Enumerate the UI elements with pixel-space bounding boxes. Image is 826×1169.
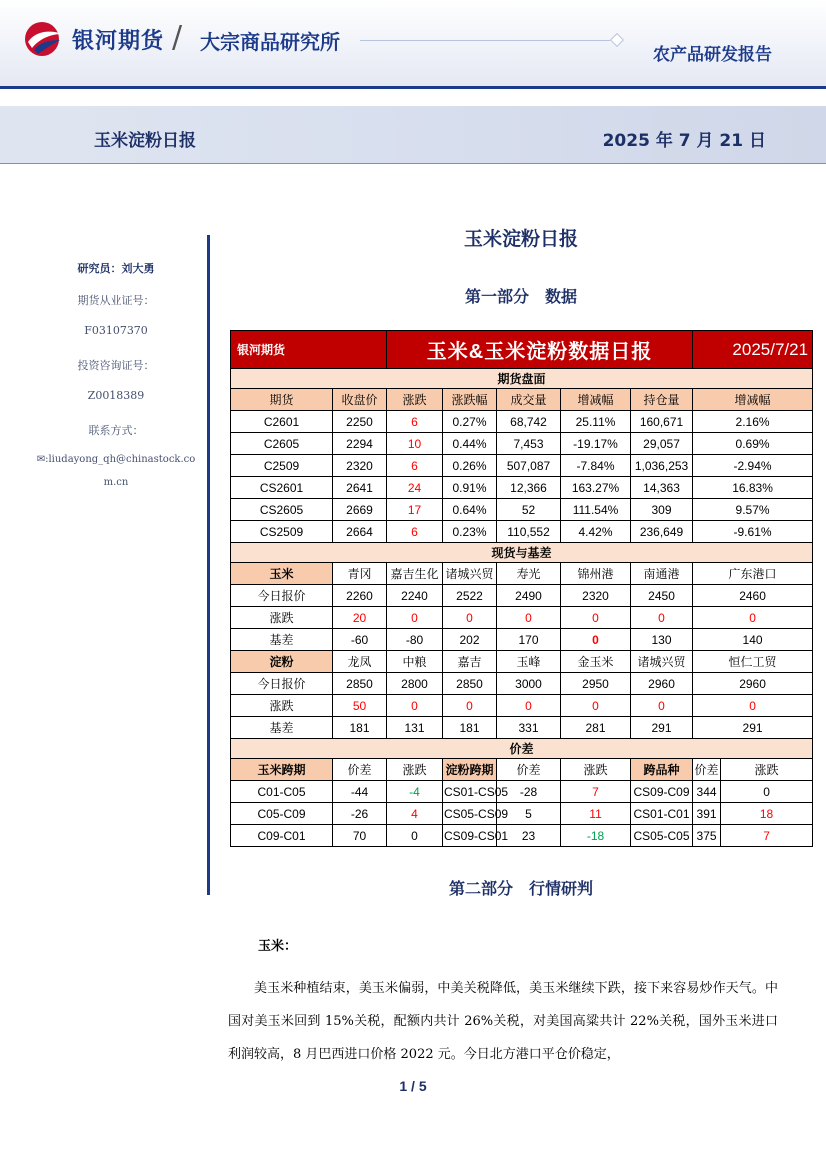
table-cell: 50 [333, 695, 387, 717]
table-cell: 236,649 [631, 521, 693, 543]
table-cell: 163.27% [561, 477, 631, 499]
column-header: 涨跌幅 [443, 389, 497, 411]
table-cell: 3000 [497, 673, 561, 695]
table-cell: 6 [387, 411, 443, 433]
table-cell: 0 [443, 607, 497, 629]
spot-section: 现货与基差 [231, 543, 813, 563]
table-cell: 0.91% [443, 477, 497, 499]
table-cell: 2260 [333, 585, 387, 607]
table-cell: -60 [333, 629, 387, 651]
row-label: 今日报价 [231, 585, 333, 607]
table-cell: 291 [631, 717, 693, 739]
table-cell: 110,552 [497, 521, 561, 543]
category-label: 淀粉 [231, 651, 333, 673]
table-cell: C05-C09 [231, 803, 333, 825]
band-title: 玉米淀粉日报 [94, 131, 196, 151]
table-cell: 0 [631, 695, 693, 717]
table-cell: 0 [497, 607, 561, 629]
column-header: 增减幅 [561, 389, 631, 411]
part1-title: 第一部分 数据 [464, 287, 577, 306]
table-cell: 2960 [631, 673, 693, 695]
table-cell: CS2601 [231, 477, 333, 499]
corn-heading: 玉米： [258, 939, 298, 954]
table-cell: CS05-C05 [631, 825, 693, 847]
table-cell: 17 [387, 499, 443, 521]
table-row [231, 673, 813, 695]
table-cell: 281 [561, 717, 631, 739]
table-title: 玉米&玉米淀粉数据日报 [387, 331, 693, 369]
header-deco-line [360, 40, 610, 41]
column-header: 诸城兴贸 [631, 651, 693, 673]
column-header: 玉米跨期 [231, 759, 333, 781]
table-cell: 0.64% [443, 499, 497, 521]
table-cell: 2.16% [693, 411, 813, 433]
table-cell: 2641 [333, 477, 387, 499]
table-cell: -44 [333, 781, 387, 803]
table-cell: 0 [561, 629, 631, 651]
table-cell: 375 [693, 825, 721, 847]
table-cell: 4 [387, 803, 443, 825]
table-cell: 2250 [333, 411, 387, 433]
table-cell: 140 [693, 629, 813, 651]
table-cell: 0 [497, 695, 561, 717]
brand-name: 银河期货 [72, 29, 165, 54]
column-header: 南通港 [631, 563, 693, 585]
table-cell: 2850 [443, 673, 497, 695]
table-cell: 2950 [561, 673, 631, 695]
table-cell: -28 [497, 781, 561, 803]
table-cell: 2664 [333, 521, 387, 543]
column-header: 持仓量 [631, 389, 693, 411]
table-row [231, 717, 813, 739]
table-cell: 6 [387, 521, 443, 543]
table-row [231, 695, 813, 717]
table-cell: 6 [387, 455, 443, 477]
consult-label: 投资咨询证号： [77, 359, 155, 372]
column-header: 嘉吉生化 [387, 563, 443, 585]
table-cell: 70 [333, 825, 387, 847]
page-number: 1 / 5 [399, 1078, 427, 1094]
table-row [231, 803, 813, 825]
table-cell: 1,036,253 [631, 455, 693, 477]
header-divider-slash: / [172, 20, 183, 55]
table-cell: C09-C01 [231, 825, 333, 847]
column-header: 价差 [497, 759, 561, 781]
table-cell: 2320 [333, 455, 387, 477]
table-cell: 24 [387, 477, 443, 499]
table-cell: -4 [387, 781, 443, 803]
column-header: 收盘价 [333, 389, 387, 411]
email-line-1[interactable]: ✉:liudayong_qh@chinastock.co [36, 454, 196, 465]
column-header: 龙凤 [333, 651, 387, 673]
table-cell: -26 [333, 803, 387, 825]
table-cell: 0 [387, 825, 443, 847]
row-label: 基差 [231, 629, 333, 651]
table-cell: 2450 [631, 585, 693, 607]
table-cell: 0 [387, 607, 443, 629]
contact-label: 联系方式： [88, 424, 144, 437]
table-cell: CS2509 [231, 521, 333, 543]
spot-header-row [231, 651, 813, 673]
table-cell: CS09-CS01 [443, 825, 497, 847]
column-header: 涨跌 [387, 389, 443, 411]
column-header: 玉峰 [497, 651, 561, 673]
table-cell: 7,453 [497, 433, 561, 455]
table-row [231, 499, 813, 521]
row-label: 基差 [231, 717, 333, 739]
table-cell: 111.54% [561, 499, 631, 521]
column-header: 涨跌 [387, 759, 443, 781]
table-cell: 2460 [693, 585, 813, 607]
table-cell: 2522 [443, 585, 497, 607]
table-cell: CS05-CS09 [443, 803, 497, 825]
table-cell: 0 [693, 695, 813, 717]
row-label: 涨跌 [231, 607, 333, 629]
table-cell: CS01-CS05 [443, 781, 497, 803]
table-cell: 2850 [333, 673, 387, 695]
table-cell: 2669 [333, 499, 387, 521]
category-label: 玉米 [231, 563, 333, 585]
table-cell: 0.44% [443, 433, 497, 455]
table-cell: 12,366 [497, 477, 561, 499]
table-cell: 0.69% [693, 433, 813, 455]
header-rule [0, 86, 826, 89]
table-cell: C2509 [231, 455, 333, 477]
table-cell: 0 [443, 695, 497, 717]
table-cell: 181 [443, 717, 497, 739]
license-number: F03107370 [84, 324, 148, 337]
table-cell: 2240 [387, 585, 443, 607]
table-cell: 18 [721, 803, 813, 825]
column-header: 中粮 [387, 651, 443, 673]
table-cell: 507,087 [497, 455, 561, 477]
table-cell: CS01-C01 [631, 803, 693, 825]
table-cell: 160,671 [631, 411, 693, 433]
table-row [231, 411, 813, 433]
column-header: 价差 [693, 759, 721, 781]
spread-header-row [231, 759, 813, 781]
table-cell: 14,363 [631, 477, 693, 499]
futures-section: 期货盘面 [231, 369, 813, 389]
table-cell: 0.27% [443, 411, 497, 433]
row-label: 今日报价 [231, 673, 333, 695]
table-cell: 7 [561, 781, 631, 803]
table-row [231, 455, 813, 477]
sidebar-divider [207, 235, 210, 895]
table-cell: 0 [721, 781, 813, 803]
table-cell: 0 [693, 607, 813, 629]
spread-section: 价差 [231, 739, 813, 759]
table-cell: 344 [693, 781, 721, 803]
report-date: 2025 年 7 月 21 日 [602, 131, 766, 151]
table-cell: -2.94% [693, 455, 813, 477]
table-cell: -7.84% [561, 455, 631, 477]
column-header: 锦州港 [561, 563, 631, 585]
table-logo: 银河期货 [231, 331, 387, 369]
column-header: 恒仁工贸 [693, 651, 813, 673]
table-cell: 0 [561, 695, 631, 717]
column-header: 成交量 [497, 389, 561, 411]
table-cell: C01-C05 [231, 781, 333, 803]
table-cell: 130 [631, 629, 693, 651]
researcher-name: 研究员：刘大勇 [77, 262, 155, 275]
data-table [230, 330, 813, 847]
table-cell: -80 [387, 629, 443, 651]
table-cell: 181 [333, 717, 387, 739]
license-label: 期货从业证号： [77, 294, 155, 307]
column-header: 广东港口 [693, 563, 813, 585]
table-cell: 7 [721, 825, 813, 847]
table-row [231, 781, 813, 803]
table-cell: 11 [561, 803, 631, 825]
table-row [231, 521, 813, 543]
table-cell: -19.17% [561, 433, 631, 455]
table-cell: 0 [561, 607, 631, 629]
table-cell: 25.11% [561, 411, 631, 433]
table-cell: 29,057 [631, 433, 693, 455]
table-cell: 20 [333, 607, 387, 629]
column-header: 青冈 [333, 563, 387, 585]
table-cell: 2320 [561, 585, 631, 607]
institute-name: 大宗商品研究所 [200, 30, 340, 54]
table-date: 2025/7/21 [693, 331, 813, 369]
table-cell: C2605 [231, 433, 333, 455]
column-header: 寿光 [497, 563, 561, 585]
column-header: 涨跌 [721, 759, 813, 781]
column-header: 价差 [333, 759, 387, 781]
table-row [231, 585, 813, 607]
report-type: 农产品研发报告 [653, 45, 772, 65]
column-header: 涨跌 [561, 759, 631, 781]
column-header: 诸城兴贸 [443, 563, 497, 585]
table-cell: 0.23% [443, 521, 497, 543]
table-cell: 9.57% [693, 499, 813, 521]
table-cell: 0 [631, 607, 693, 629]
table-cell: -18 [561, 825, 631, 847]
table-cell: 2800 [387, 673, 443, 695]
spot-header-row [231, 563, 813, 585]
table-cell: 10 [387, 433, 443, 455]
table-cell: 23 [497, 825, 561, 847]
table-cell: 2490 [497, 585, 561, 607]
table-cell: 0 [387, 695, 443, 717]
table-cell: 2960 [693, 673, 813, 695]
table-cell: 391 [693, 803, 721, 825]
band-rule [0, 163, 826, 164]
table-cell: 202 [443, 629, 497, 651]
consult-number: Z0018389 [87, 389, 145, 402]
futures-header-row [231, 389, 813, 411]
table-cell: 4.42% [561, 521, 631, 543]
table-cell: 309 [631, 499, 693, 521]
table-row [231, 477, 813, 499]
table-row [231, 607, 813, 629]
corn-analysis-text: 美玉米种植结束，美玉米偏弱，中美关税降低，美玉米继续下跌，接下来容易炒作天气。中国对美玉米回到 15%关税，配额内共计 26%关税，对美国高粱共计 22%关税，国外玉米进口利润较高，8 月巴西进口价格 2022 元。今日北方港口平仓价稳定， [228, 981, 778, 1062]
table-cell: 52 [497, 499, 561, 521]
table-row [231, 629, 813, 651]
column-header: 淀粉跨期 [443, 759, 497, 781]
table-row [231, 433, 813, 455]
table-cell: 5 [497, 803, 561, 825]
report-title: 玉米淀粉日报 [463, 228, 578, 250]
table-cell: CS2605 [231, 499, 333, 521]
table-cell: 131 [387, 717, 443, 739]
column-header: 跨品种 [631, 759, 693, 781]
table-row [231, 825, 813, 847]
part2-title: 第二部分 行情研判 [448, 879, 593, 898]
table-cell: 331 [497, 717, 561, 739]
column-header: 期货 [231, 389, 333, 411]
table-cell: C2601 [231, 411, 333, 433]
table-banner [231, 331, 813, 369]
table-cell: -9.61% [693, 521, 813, 543]
table-cell: 68,742 [497, 411, 561, 433]
table-cell: CS09-C09 [631, 781, 693, 803]
row-label: 涨跌 [231, 695, 333, 717]
table-cell: 291 [693, 717, 813, 739]
column-header: 金玉米 [561, 651, 631, 673]
table-cell: 0.26% [443, 455, 497, 477]
table-cell: 2294 [333, 433, 387, 455]
column-header: 嘉吉 [443, 651, 497, 673]
table-cell: 16.83% [693, 477, 813, 499]
galaxy-futures-logo-icon [22, 20, 66, 58]
table-cell: 170 [497, 629, 561, 651]
email-line-2[interactable]: m.cn [103, 477, 129, 488]
column-header: 增减幅 [693, 389, 813, 411]
